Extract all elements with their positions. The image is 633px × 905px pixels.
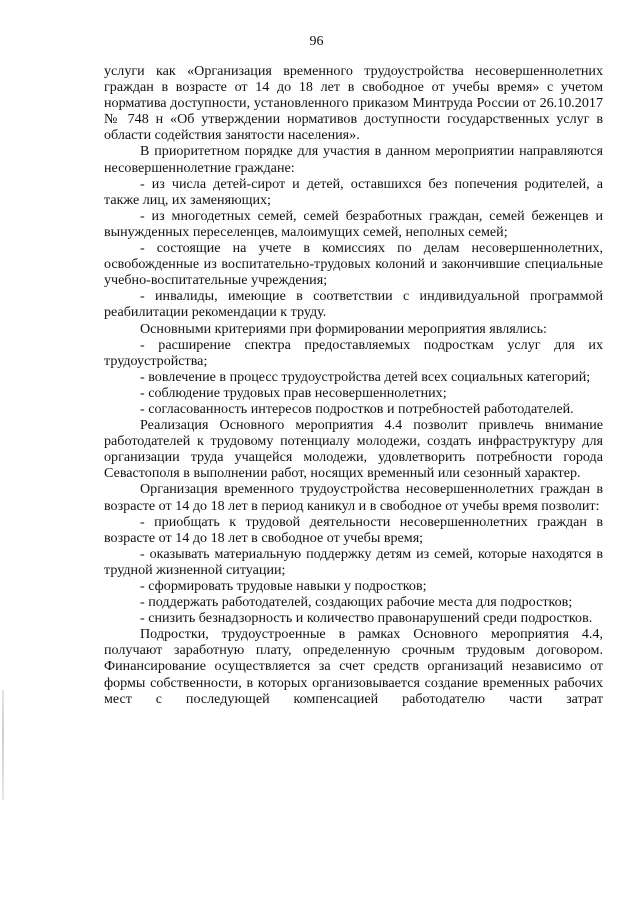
- paragraph: - соблюдение трудовых прав несовершеннолетних;: [140, 384, 447, 401]
- paragraph: Подростки, трудоустроенные в рамках Основного мероприятия 4.4, получают заработную плату, определенную срочным трудовым договором. Финансирование осуществляется за счет средств организаций независимо от формы собственности, в которых организовывается создание временных рабочих мест с последующей компенсацией работодателю части затрат: [104, 626, 603, 707]
- page-number: 96: [309, 34, 324, 49]
- scan-edge-mark: [2, 690, 4, 800]
- paragraph: - приобщать к трудовой деятельности несовершеннолетних граждан в возрасте от 14 до 18 лет в свободное от учебы время;: [104, 513, 603, 546]
- paragraph: Реализация Основного мероприятия 4.4 позволит привлечь внимание работодателей к трудовому потенциалу молодежи, создать инфраструктуру для организации труда учащейся молодежи, удовлетворить потребности города Севастополя в выполнении работ, носящих временный или сезонный характер.: [104, 417, 603, 482]
- paragraph: - расширение спектра предоставляемых подросткам услуг для их трудоустройства;: [104, 336, 603, 369]
- paragraph: - вовлечение в процесс трудоустройства детей всех социальных категорий;: [140, 368, 591, 385]
- paragraph: - инвалиды, имеющие в соответствии с индивидуальной программой реабилитации рекомендации к труду.: [104, 288, 603, 321]
- paragraph: - из многодетных семей, семей безработных граждан, семей беженцев и вынужденных переселенцев, малоимущих семей, неполных семей;: [104, 207, 603, 240]
- paragraph: - снизить безнадзорность и количество правонарушений среди подростков.: [140, 610, 593, 627]
- document-body: [104, 63, 603, 707]
- paragraph: - согласованность интересов подростков и потребностей работодателей.: [140, 400, 574, 417]
- paragraph: Организация временного трудоустройства несовершеннолетних граждан в возрасте от 14 до 18 лет в период каникул и в свободное от учебы время позволит:: [104, 481, 603, 514]
- paragraph: - сформировать трудовые навыки у подростков;: [140, 578, 427, 594]
- paragraph: Основными критериями при формировании мероприятия являлись:: [140, 320, 547, 337]
- paragraph: - оказывать материальную поддержку детям из семей, которые находятся в трудной жизненной ситуации;: [104, 545, 603, 578]
- paragraph: - поддержать работодателей, создающих рабочие места для подростков;: [140, 594, 573, 611]
- paragraph: - из числа детей-сирот и детей, оставшихся без попечения родителей, а также лиц, их заменяющих;: [104, 175, 603, 208]
- paragraph: - состоящие на учете в комиссиях по делам несовершеннолетних, освобожденные из воспитательно-трудовых колоний и закончившие специальные учебно-воспитательные учреждения;: [104, 240, 603, 289]
- paragraph: услуги как «Организация временного трудоустройства несовершеннолетних граждан в возрасте от 14 до 18 лет в свободное от учебы время» с учетом норматива доступности, установленного приказом Минтруда России от 26.10.2017 № 748 н «Об утверждении нормативов доступности государственных услуг в области содействия занятости населения».: [104, 63, 603, 144]
- paragraph: В приоритетном порядке для участия в данном мероприятии направляются несовершеннолетние граждане:: [104, 143, 603, 176]
